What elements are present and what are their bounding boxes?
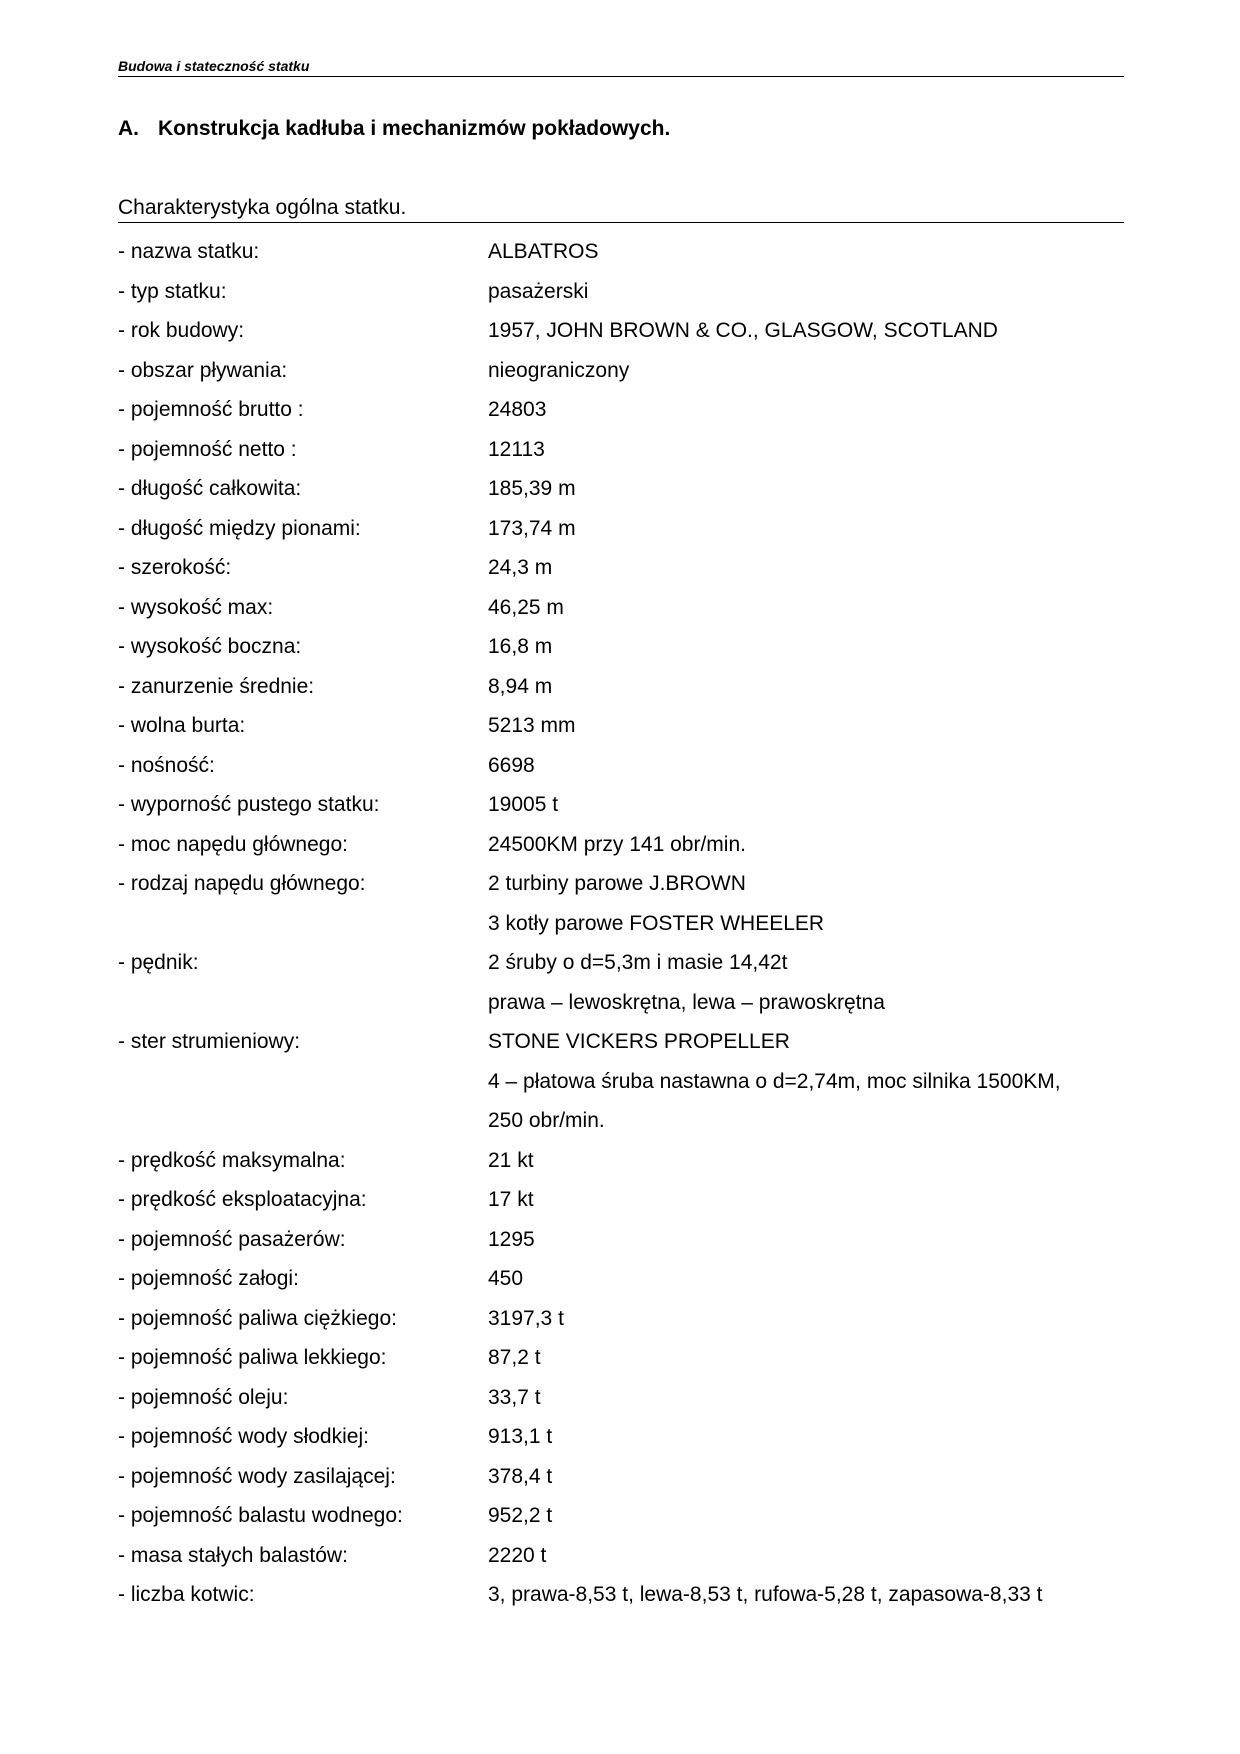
spec-row bbox=[118, 272, 1124, 312]
spec-label: - typ statku: bbox=[118, 279, 227, 303]
spec-value: 8,94 m bbox=[488, 674, 553, 698]
spec-label: - wyporność pustego statku: bbox=[118, 793, 380, 816]
spec-value: 33,7 t bbox=[488, 1385, 541, 1409]
spec-label: - pojemność wody słodkiej: bbox=[118, 1425, 369, 1448]
spec-row bbox=[118, 667, 1124, 707]
spec-value: 1295 bbox=[488, 1227, 535, 1251]
spec-value: 913,1 t bbox=[488, 1425, 553, 1448]
spec-row bbox=[118, 548, 1124, 588]
spec-value: pasażerski bbox=[488, 279, 589, 303]
spec-row bbox=[118, 311, 1124, 351]
spec-value: 250 obr/min. bbox=[488, 1109, 605, 1132]
spec-value: STONE VICKERS PROPELLER bbox=[488, 1030, 790, 1053]
spec-value: 6698 bbox=[488, 753, 535, 777]
spec-value: 2 śruby o d=5,3m i masie 14,42t bbox=[488, 951, 788, 974]
spec-label: - pojemność oleju: bbox=[118, 1385, 289, 1409]
spec-row bbox=[118, 864, 1124, 904]
spec-value: 19005 t bbox=[488, 793, 559, 816]
spec-row bbox=[118, 983, 1124, 1023]
spec-value: nieograniczony bbox=[488, 358, 630, 382]
spec-label: - pojemność paliwa lekkiego: bbox=[118, 1346, 387, 1369]
spec-label: - zanurzenie średnie: bbox=[118, 674, 315, 698]
spec-value: 87,2 t bbox=[488, 1346, 541, 1369]
spec-row bbox=[118, 746, 1124, 786]
spec-value: 185,39 m bbox=[488, 477, 576, 500]
spec-row bbox=[118, 1299, 1124, 1339]
spec-label: - liczba kotwic: bbox=[118, 1583, 255, 1606]
spec-row bbox=[118, 1220, 1124, 1260]
spec-value: 5213 mm bbox=[488, 714, 576, 737]
running-header bbox=[118, 58, 1124, 77]
spec-label bbox=[118, 983, 488, 1023]
spec-row bbox=[118, 1338, 1124, 1378]
spec-row bbox=[118, 825, 1124, 865]
spec-value: 24500KM przy 141 obr/min. bbox=[488, 832, 746, 856]
spec-label: - rok budowy: bbox=[118, 319, 245, 342]
spec-value: 3, prawa-8,53 t, lewa-8,53 t, rufowa-5,28 t, zapasowa-8,33 t bbox=[488, 1583, 1043, 1606]
spec-row bbox=[118, 469, 1124, 509]
spec-row bbox=[118, 706, 1124, 746]
spec-row bbox=[118, 1101, 1124, 1141]
spec-label: - długość między pionami: bbox=[118, 516, 361, 540]
spec-label bbox=[118, 904, 488, 944]
spec-row bbox=[118, 627, 1124, 667]
spec-label: - pojemność wody zasilającej: bbox=[118, 1464, 396, 1488]
spec-label: - wysokość max: bbox=[118, 595, 274, 619]
spec-label: - nazwa statku: bbox=[118, 240, 260, 263]
section-letter: A. bbox=[118, 117, 139, 140]
spec-row bbox=[118, 1259, 1124, 1299]
spec-row bbox=[118, 232, 1124, 272]
spec-row bbox=[118, 785, 1124, 825]
spec-value: 3 kotły parowe FOSTER WHEELER bbox=[488, 911, 825, 935]
spec-label: - szerokość: bbox=[118, 556, 232, 579]
spec-label: - pojemność balastu wodnego: bbox=[118, 1504, 403, 1527]
spec-value: 17 kt bbox=[488, 1188, 534, 1211]
spec-value: 24803 bbox=[488, 398, 547, 421]
spec-value: 4 – płatowa śruba nastawna o d=2,74m, moc silnika 1500KM, bbox=[488, 1069, 1061, 1093]
spec-value: 46,25 m bbox=[488, 595, 564, 619]
spec-value: prawa – lewoskrętna, lewa – prawoskrętna bbox=[488, 990, 885, 1014]
spec-value: 12113 bbox=[488, 437, 545, 461]
spec-row bbox=[118, 943, 1124, 983]
spec-row bbox=[118, 1417, 1124, 1457]
spec-label: - obszar pływania: bbox=[118, 358, 288, 382]
spec-label: - nośność: bbox=[118, 753, 215, 777]
spec-label: - pojemność brutto : bbox=[118, 398, 304, 421]
spec-label: - prędkość eksploatacyjna: bbox=[118, 1188, 367, 1211]
spec-row bbox=[118, 509, 1124, 549]
spec-value: 173,74 m bbox=[488, 516, 576, 540]
spec-label bbox=[118, 1101, 488, 1141]
spec-label: - wolna burta: bbox=[118, 714, 246, 737]
spec-label bbox=[118, 1062, 488, 1102]
spec-value: 952,2 t bbox=[488, 1504, 553, 1527]
spec-label: - wysokość boczna: bbox=[118, 635, 302, 658]
spec-row bbox=[118, 904, 1124, 944]
spec-label: - pojemność załogi: bbox=[118, 1267, 299, 1290]
spec-row bbox=[118, 390, 1124, 430]
spec-row bbox=[118, 1496, 1124, 1536]
spec-row bbox=[118, 1141, 1124, 1181]
subsection-heading bbox=[118, 196, 1124, 223]
spec-label: - długość całkowita: bbox=[118, 477, 302, 500]
spec-value: 2220 t bbox=[488, 1543, 547, 1567]
spec-label: - ster strumieniowy: bbox=[118, 1030, 301, 1053]
spec-value: 21 kt bbox=[488, 1148, 534, 1172]
spec-value: 2 turbiny parowe J.BROWN bbox=[488, 872, 746, 895]
ship-characteristics-list bbox=[118, 232, 1124, 1615]
spec-value: 450 bbox=[488, 1267, 524, 1290]
spec-value: 24,3 m bbox=[488, 556, 553, 579]
spec-value: ALBATROS bbox=[488, 240, 599, 263]
spec-value: 1957, JOHN BROWN & CO., GLASGOW, SCOTLAND bbox=[488, 319, 998, 342]
spec-row bbox=[118, 1536, 1124, 1576]
spec-value: 16,8 m bbox=[488, 635, 553, 658]
spec-label: - pojemność pasażerów: bbox=[118, 1227, 346, 1251]
subsection-title: Charakterystyka ogólna statku. bbox=[118, 196, 407, 219]
spec-row bbox=[118, 1022, 1124, 1062]
spec-row bbox=[118, 1062, 1124, 1102]
section-heading bbox=[118, 117, 670, 141]
spec-label: - pojemność paliwa ciężkiego: bbox=[118, 1306, 397, 1330]
spec-row bbox=[118, 1378, 1124, 1418]
spec-label: - rodzaj napędu głównego: bbox=[118, 872, 366, 895]
spec-value: 378,4 t bbox=[488, 1464, 553, 1488]
spec-label: - prędkość maksymalna: bbox=[118, 1148, 346, 1172]
spec-row bbox=[118, 1180, 1124, 1220]
spec-label: - moc napędu głównego: bbox=[118, 832, 348, 856]
spec-value: 3197,3 t bbox=[488, 1306, 564, 1330]
spec-row bbox=[118, 351, 1124, 391]
spec-row bbox=[118, 1575, 1124, 1615]
spec-label: - masa stałych balastów: bbox=[118, 1543, 348, 1567]
running-title: Budowa i stateczność statku bbox=[118, 58, 310, 74]
spec-row bbox=[118, 588, 1124, 628]
spec-label: - pędnik: bbox=[118, 951, 199, 974]
spec-row bbox=[118, 430, 1124, 470]
spec-row bbox=[118, 1457, 1124, 1497]
section-title: Konstrukcja kadłuba i mechanizmów pokładowych. bbox=[158, 117, 671, 140]
spec-label: - pojemność netto : bbox=[118, 437, 297, 461]
